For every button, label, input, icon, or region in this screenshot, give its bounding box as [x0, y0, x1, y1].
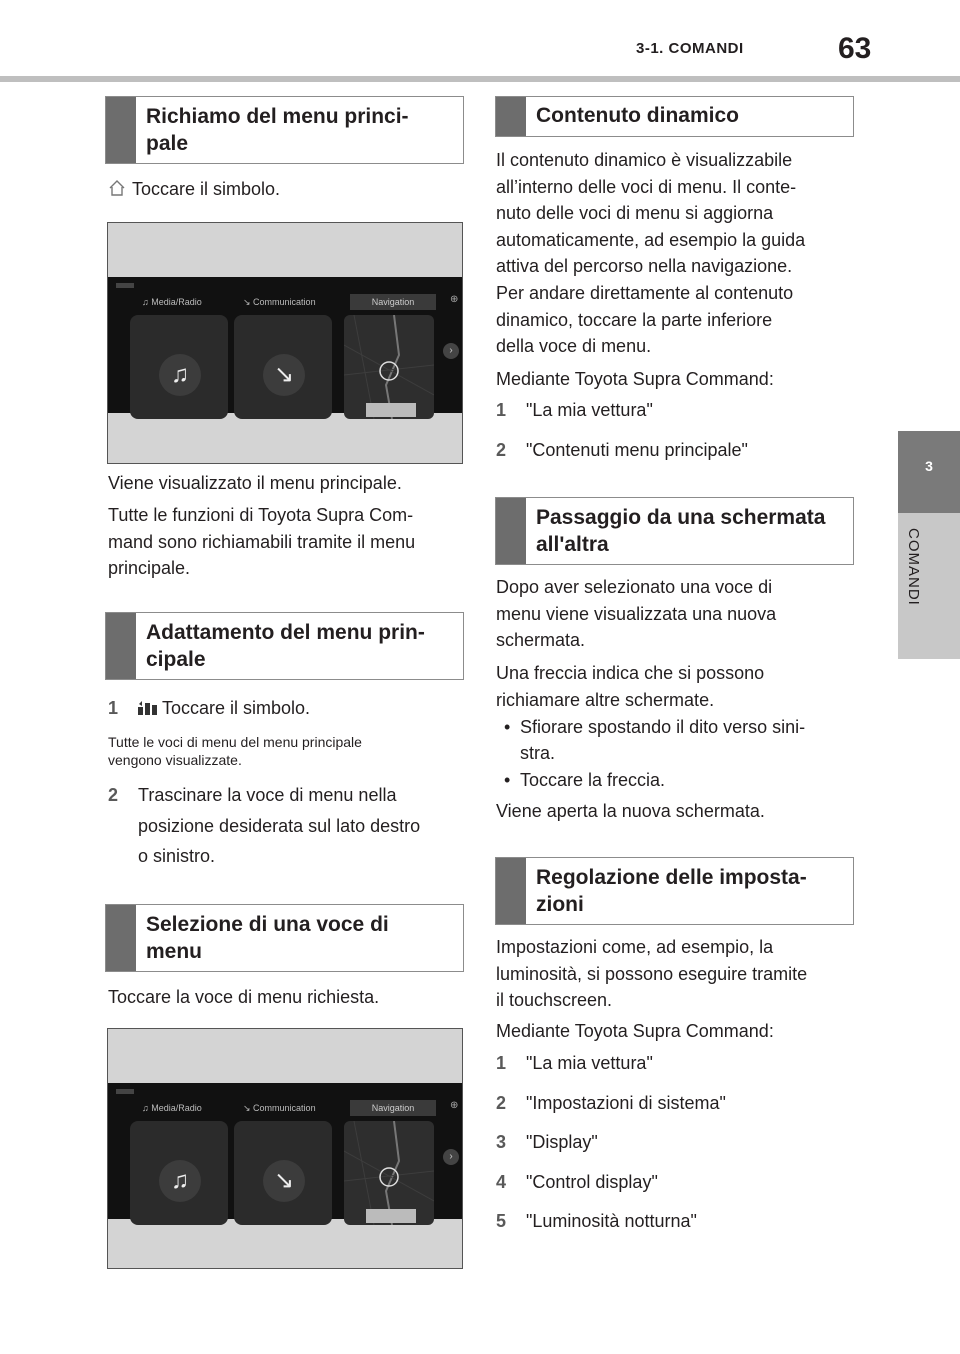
page-number: 63 — [838, 32, 872, 65]
paragraph-via-command-a: Mediante Toyota Supra Command: — [496, 369, 774, 389]
tab-media-radio: ♫ Media/Radio — [142, 1103, 202, 1113]
step-number: 2 — [496, 440, 507, 460]
step-a-2 — [496, 437, 836, 463]
heading-dynamic-content: Contenuto dinamico — [536, 104, 739, 127]
heading-box-dynamic-content — [495, 96, 854, 137]
step-text: "Luminosità notturna" — [526, 1211, 697, 1231]
heading-box-adapt-menu — [105, 612, 464, 680]
step-b-3 — [496, 1129, 836, 1155]
paragraph-via-command-b: Mediante Toyota Supra Command: — [496, 1021, 774, 1041]
step-text: "Display" — [526, 1132, 598, 1152]
navigation-map-tile — [344, 1121, 434, 1225]
heading-bar — [106, 905, 136, 971]
step-text: "Contenuti menu principale" — [526, 440, 748, 460]
step-b-4 — [496, 1169, 836, 1195]
tab-communication: ↘ Communication — [243, 297, 316, 307]
heading-bar — [496, 858, 526, 924]
chapter-number: 3 — [925, 458, 933, 474]
step-number: 1 — [496, 1053, 507, 1073]
step-a-1 — [496, 397, 836, 423]
step-text: "La mia vettura" — [526, 1053, 653, 1073]
step-text: "Impostazioni di sistema" — [526, 1093, 726, 1113]
status-dots — [116, 283, 134, 288]
step-2-text: Trascinare la voce di menu nella posizione desiderata sul lato destro o sinistro. — [138, 785, 421, 866]
bullet-mark: • — [504, 717, 511, 737]
paragraph-arrow: Una freccia indica che si possono richiamare altre schermate. — [496, 663, 765, 710]
bullet-text: Sfiorare spostando il dito verso sini- stra. — [520, 717, 806, 763]
navigation-map-tile — [344, 315, 434, 419]
step-number: 1 — [108, 698, 119, 718]
heading-bar — [106, 97, 136, 163]
section-title: 3-1. COMANDI — [636, 40, 744, 57]
step-1-text: Toccare il simbolo. — [162, 698, 311, 718]
instruction-home-text: Toccare il simbolo. — [132, 179, 281, 199]
heading-switch-screen: Passaggio da una schermata all'altra — [536, 506, 826, 556]
bullet-text: Toccare la freccia. — [520, 770, 666, 790]
step-number: 2 — [108, 785, 119, 805]
step-number: 1 — [496, 400, 507, 420]
music-note-icon: ♫ — [159, 1160, 201, 1202]
tab-navigation: Navigation — [350, 1100, 436, 1116]
control-display — [108, 1083, 462, 1219]
paragraph-new-screen: Dopo aver selezionato una voce di menu viene visualizzata una nuova schermata. — [496, 577, 777, 651]
step-text: "Control display" — [526, 1172, 658, 1192]
header-divider — [0, 76, 960, 82]
chapter-label: COMANDI — [905, 528, 922, 606]
heading-main-menu: Richiamo del menu princi- pale — [146, 105, 409, 155]
music-note-icon: ♫ — [159, 354, 201, 396]
tab-media-radio: ♫ Media/Radio — [142, 297, 202, 307]
step-number: 4 — [496, 1172, 507, 1192]
chevron-right-icon: › — [443, 343, 459, 359]
step-b-5 — [496, 1208, 836, 1234]
bullet-mark: • — [504, 770, 511, 790]
paragraph-tap-item: Toccare la voce di menu richiesta. — [108, 987, 380, 1007]
instruction-home — [108, 176, 280, 203]
heading-bar — [496, 97, 526, 136]
step-b-1 — [496, 1050, 836, 1076]
step-number: 3 — [496, 1132, 507, 1152]
step-number: 2 — [496, 1093, 507, 1113]
control-display — [108, 277, 462, 413]
heading-box-main-menu — [105, 96, 464, 164]
tab-communication: ↘ Communication — [243, 1103, 316, 1113]
paragraph-screen-opened: Viene aperta la nuova schermata. — [496, 801, 765, 821]
heading-box-settings — [495, 857, 854, 925]
step-2-adapt — [108, 782, 458, 872]
status-dots — [116, 1089, 134, 1094]
heading-select-item: Selezione di una voce di menu — [146, 913, 389, 963]
bullet-swipe — [496, 714, 856, 768]
phone-icon: ↘ — [263, 354, 305, 396]
heading-bar — [496, 498, 526, 564]
paragraph-functions: Tutte le funzioni di Toyota Supra Com- mand sono richiamabili tramite il menu principale. — [108, 505, 416, 579]
screenshot-main-menu — [107, 222, 463, 464]
home-icon — [108, 179, 126, 197]
heading-adapt-menu: Adattamento del menu prin- cipale — [146, 621, 425, 671]
tab-navigation: Navigation — [350, 294, 436, 310]
note-all-items: Tutte le voci di menu del menu principale vengono visualizzate. — [108, 734, 362, 768]
phone-icon: ↘ — [263, 1160, 305, 1202]
bullet-tap-arrow — [496, 767, 856, 793]
tiles-icon — [138, 701, 158, 715]
heading-settings: Regolazione delle imposta- zioni — [536, 866, 807, 916]
chevron-right-icon: › — [443, 1149, 459, 1165]
paragraph-dynamic-content: Il contenuto dinamico è visualizzabile all’interno delle voci di menu. Il conte- nuto delle voci di menu si aggiorna automaticamente, ad esempio la guida attiva del percorso nella navigazione. Per andare direttamente al contenuto dinamico, toccare la parte inferiore della voce di menu. — [496, 150, 806, 357]
globe-icon: ⊕ — [450, 1100, 459, 1111]
step-number: 5 — [496, 1211, 507, 1231]
step-1-adapt — [108, 695, 448, 721]
globe-icon: ⊕ — [450, 294, 459, 305]
heading-box-switch-screen — [495, 497, 854, 565]
step-text: "La mia vettura" — [526, 400, 653, 420]
paragraph-settings: Impostazioni come, ad esempio, la luminosità, si possono eseguire tramite il touchscreen. — [496, 937, 808, 1011]
paragraph-menu-shown: Viene visualizzato il menu principale. — [108, 473, 402, 493]
step-b-2 — [496, 1090, 836, 1116]
screenshot-select-item — [107, 1028, 463, 1269]
heading-box-select-item — [105, 904, 464, 972]
heading-bar — [106, 613, 136, 679]
